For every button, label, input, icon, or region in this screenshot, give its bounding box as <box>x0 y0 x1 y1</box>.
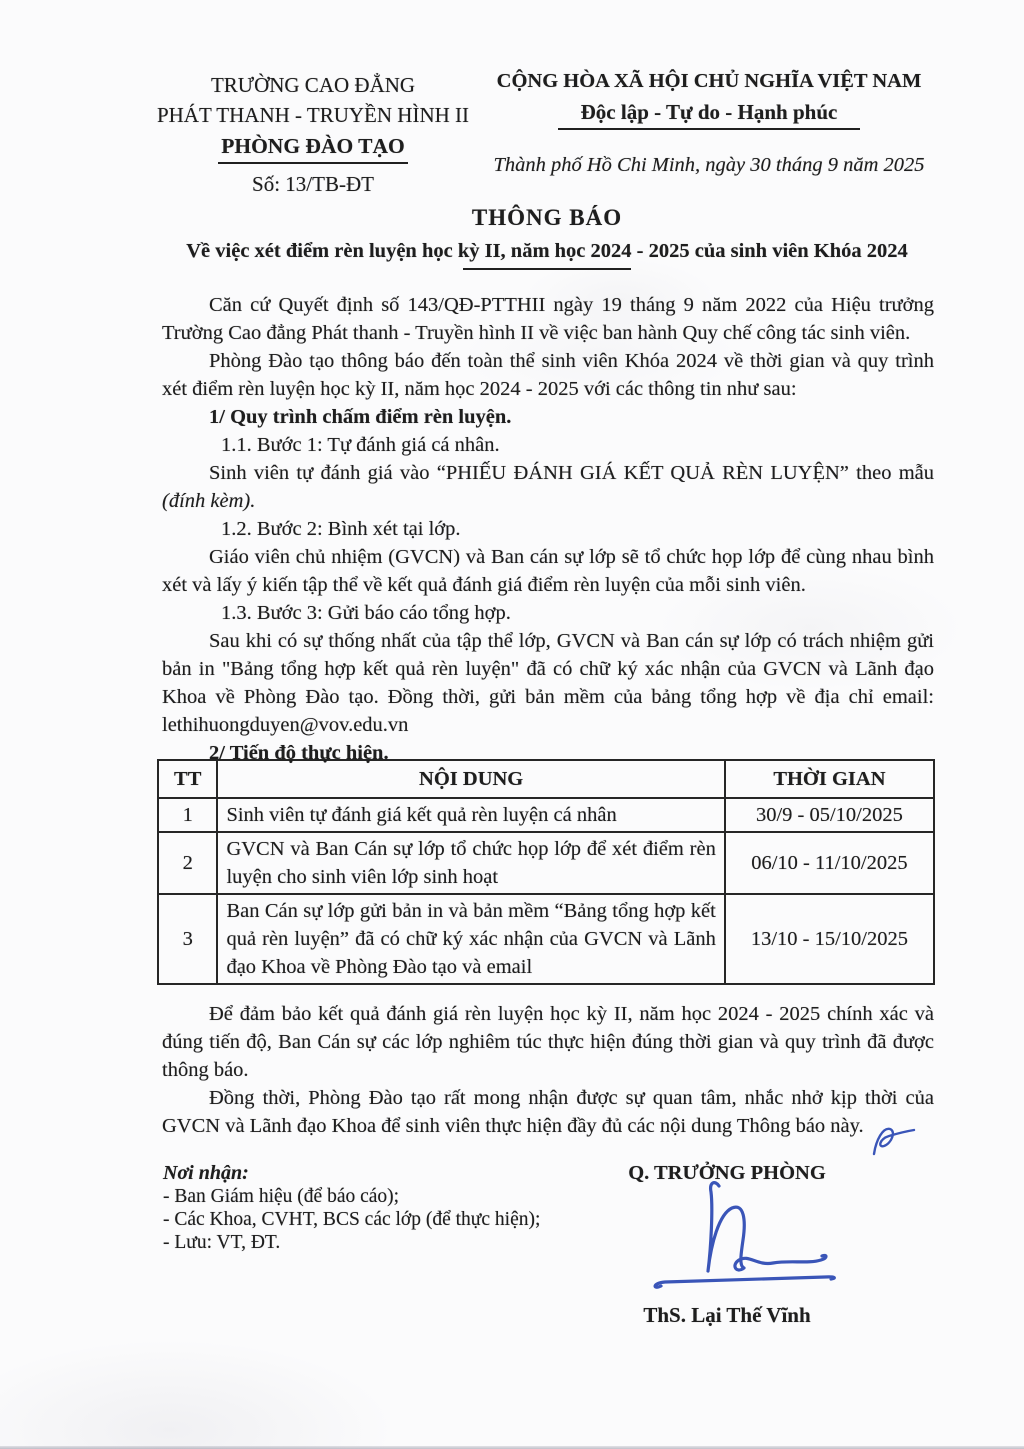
national-letterhead <box>478 68 940 177</box>
recipient-item: - Ban Giám hiệu (để báo cáo); <box>163 1186 400 1207</box>
place-dateline: Thành phố Hồ Chi Minh, ngày 30 tháng 9 năm 2025 <box>493 154 925 176</box>
paragraph-step1-detail <box>162 459 934 515</box>
recipients-block <box>163 1162 593 1254</box>
org-department: PHÒNG ĐÀO TẠO <box>221 134 405 158</box>
row2-content: GVCN và Ban Cán sự lớp tổ chức họp lớp để xét điểm rèn luyện cho sinh viên lớp sinh hoạt <box>217 832 724 894</box>
recipients-label: Nơi nhận: <box>163 1162 249 1184</box>
recipient-item: - Các Khoa, CVHT, BCS các lớp (để thực hiện); <box>163 1209 541 1230</box>
step1-detail-text: Sinh viên tự đánh giá vào “PHIẾU ĐÁNH GIÁ KẾT QUẢ RÈN LUYỆN” theo mẫu <box>209 462 934 484</box>
step1-detail-attachment-note: (đính kèm). <box>162 490 256 512</box>
national-motto-underline <box>558 128 860 130</box>
column-header-time: THỜI GIAN <box>725 760 934 798</box>
closing-paragraph-2: Đồng thời, Phòng Đào tạo rất mong nhận được sự quan tâm, nhắc nhở kịp thời của GVCN và Lãnh đạo Khoa để sinh viên thực hiện đầy đủ các nội dung Thông báo này. <box>162 1087 934 1137</box>
org-department-underline <box>218 162 408 164</box>
column-header-content: NỘI DUNG <box>217 760 724 798</box>
step-1: 1.1. Bước 1: Tự đánh giá cá nhân. <box>221 434 500 456</box>
subtitle-underline <box>463 268 631 270</box>
row1-time: 30/9 - 05/10/2025 <box>725 798 934 832</box>
row1-content: Sinh viên tự đánh giá kết quả rèn luyện cá nhân <box>217 798 724 832</box>
org-name-line1: TRƯỜNG CAO ĐẲNG <box>210 73 416 97</box>
org-name-line2: PHÁT THANH - TRUYỀN HÌNH II <box>156 103 470 127</box>
org-letterhead <box>128 70 498 197</box>
paragraph-announcement: Phòng Đào tạo thông báo đến toàn thể sinh viên Khóa 2024 về thời gian và quy trình xét điểm rèn luyện học kỳ II, năm học 2024 - 2025 với các thông tin như sau: <box>162 350 934 400</box>
step-3: 1.3. Bước 3: Gửi báo cáo tổng hợp. <box>221 602 511 624</box>
title-block <box>70 205 1024 270</box>
signer-title: Q. TRƯỞNG PHÒNG <box>628 1162 826 1184</box>
paragraph-basis: Căn cứ Quyết định số 143/QĐ-PTTHII ngày 19 tháng 9 năm 2022 của Hiệu trưởng Trường Cao đẳng Phát thanh - Truyền hình II về việc ban hành Quy chế công tác sinh viên. <box>162 294 934 344</box>
column-header-tt: TT <box>158 760 217 798</box>
schedule-table <box>157 759 935 985</box>
row2-time: 06/10 - 11/10/2025 <box>725 832 934 894</box>
national-motto: Độc lập - Tự do - Hạnh phúc <box>580 100 838 124</box>
row1-index: 1 <box>158 798 217 832</box>
document-title: THÔNG BÁO <box>471 205 623 230</box>
table-row <box>158 894 934 984</box>
signer-name: ThS. Lại Thế Vĩnh <box>643 1303 811 1327</box>
row3-index: 3 <box>158 894 217 984</box>
table-row <box>158 798 934 832</box>
table-row <box>158 832 934 894</box>
step-2: 1.2. Bước 2: Bình xét tại lớp. <box>221 518 461 540</box>
section-heading-1: 1/ Quy trình chấm điểm rèn luyện. <box>209 406 512 428</box>
paragraph-step3-detail: Sau khi có sự thống nhất của tập thể lớp, GVCN và Ban cán sự lớp có trách nhiệm gửi bản in "Bảng tổng hợp kết quả rèn luyện" đã có chữ ký xác nhận của GVCN và Lãnh đạo Khoa về Phòng Đào tạo. Đồng thời, gửi bản mềm của bảng tổng hợp về địa chỉ email: lethihuongduyen@vov.edu.vn <box>162 630 934 736</box>
row3-time: 13/10 - 15/10/2025 <box>725 894 934 984</box>
row2-index: 2 <box>158 832 217 894</box>
document-number: Số: 13/TB-ĐT <box>252 172 374 196</box>
document-subtitle: Về việc xét điểm rèn luyện học kỳ II, năm học 2024 - 2025 của sinh viên Khóa 2024 <box>186 240 908 262</box>
row3-content: Ban Cán sự lớp gửi bản in và bản mềm “Bảng tổng hợp kết quả rèn luyện” đã có chữ ký xác nhận của GVCN và Lãnh đạo Khoa về Phòng Đào tạo và email <box>217 894 724 984</box>
document-body <box>162 291 934 1140</box>
national-title: CỘNG HÒA XÃ HỘI CHỦ NGHĨA VIỆT NAM <box>496 70 922 92</box>
recipient-item: - Lưu: VT, ĐT. <box>163 1232 281 1253</box>
approver-initials-ink <box>864 1118 918 1162</box>
section-heading-2: 2/ Tiến độ thực hiện. <box>209 742 389 764</box>
paragraph-step2-detail: Giáo viên chủ nhiệm (GVCN) và Ban cán sự lớp sẽ tổ chức họp lớp để cùng nhau bình xét và lấy ý kiến tập thể về kết quả đánh giá điểm rèn luyện của mỗi sinh viên. <box>162 546 934 596</box>
signature-ink <box>645 1178 865 1296</box>
closing-paragraph-1: Để đảm bảo kết quả đánh giá rèn luyện học kỳ II, năm học 2024 - 2025 chính xác và đúng tiến độ, Ban Cán sự các lớp nghiêm túc thực hiện đúng thời gian và quy trình đã được thông báo. <box>162 1003 934 1081</box>
